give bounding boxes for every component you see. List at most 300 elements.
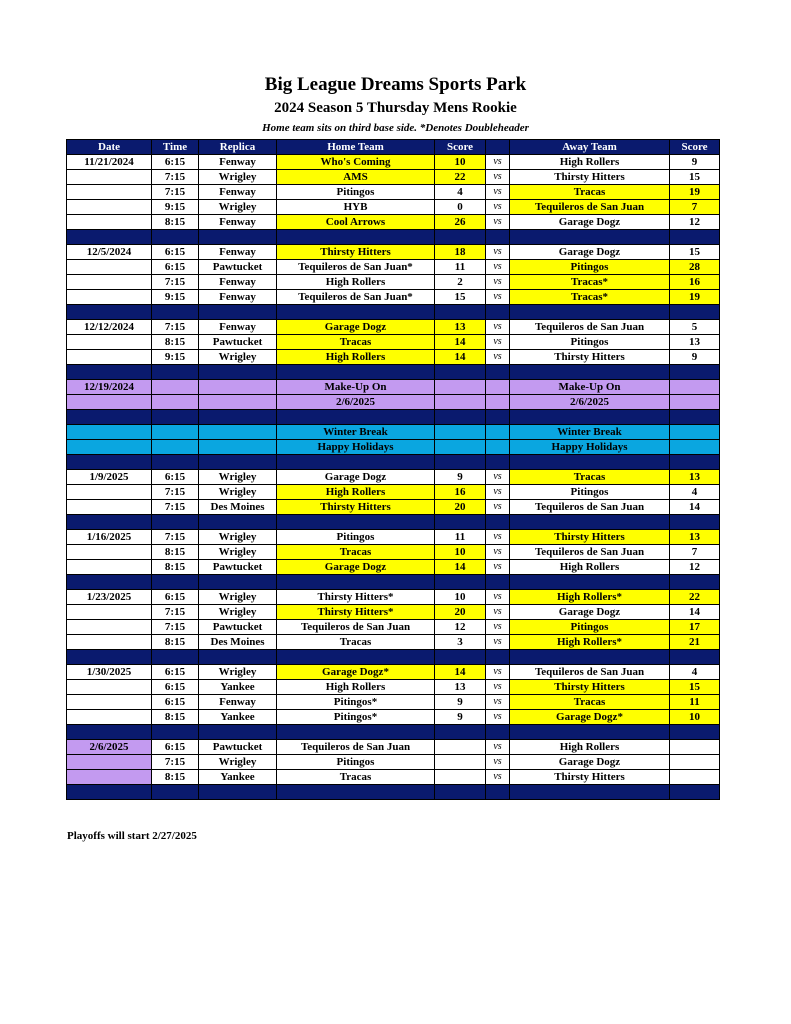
separator-cell — [199, 410, 277, 425]
home-score: 20 — [435, 500, 486, 515]
separator-cell — [670, 575, 720, 590]
home-team: Garage Dogz — [277, 320, 435, 335]
separator-cell — [152, 305, 199, 320]
makeup-blank — [199, 395, 277, 410]
away-score: 7 — [670, 545, 720, 560]
separator-cell — [670, 365, 720, 380]
home-score: 11 — [435, 260, 486, 275]
away-score: 17 — [670, 620, 720, 635]
col-home-team: Home Team — [277, 140, 435, 155]
game-date: 1/9/2025 — [67, 470, 152, 485]
break-away-text: Winter Break — [510, 425, 670, 440]
game-date — [67, 335, 152, 350]
break-blank — [199, 425, 277, 440]
separator-cell — [670, 650, 720, 665]
vs-label: vs — [486, 350, 510, 365]
separator-cell — [510, 365, 670, 380]
vs-label: vs — [486, 170, 510, 185]
separator-cell — [199, 575, 277, 590]
game-time: 7:15 — [152, 620, 199, 635]
game-replica: Wrigley — [199, 350, 277, 365]
home-team: High Rollers — [277, 275, 435, 290]
game-date — [67, 260, 152, 275]
home-score: 10 — [435, 545, 486, 560]
separator-cell — [510, 305, 670, 320]
game-row — [67, 170, 720, 185]
separator-cell — [510, 515, 670, 530]
game-time: 7:15 — [152, 275, 199, 290]
away-team: Tracas — [510, 185, 670, 200]
away-team: Garage Dogz — [510, 755, 670, 770]
home-score: 9 — [435, 695, 486, 710]
game-replica: Wrigley — [199, 200, 277, 215]
vs-label: vs — [486, 620, 510, 635]
away-team: Garage Dogz — [510, 215, 670, 230]
home-team: Tequileros de San Juan* — [277, 290, 435, 305]
separator-cell — [670, 515, 720, 530]
home-team: High Rollers — [277, 680, 435, 695]
vs-label: vs — [486, 605, 510, 620]
vs-label: vs — [486, 155, 510, 170]
home-score: 14 — [435, 335, 486, 350]
makeup-blank — [670, 380, 720, 395]
game-row — [67, 545, 720, 560]
game-time: 8:15 — [152, 335, 199, 350]
separator-cell — [152, 230, 199, 245]
away-score: 9 — [670, 155, 720, 170]
separator-row — [67, 725, 720, 740]
home-team: Pitingos — [277, 185, 435, 200]
away-team: Thirsty Hitters — [510, 680, 670, 695]
separator-cell — [670, 725, 720, 740]
separator-cell — [67, 785, 152, 800]
game-row — [67, 275, 720, 290]
away-score: 13 — [670, 335, 720, 350]
away-score: 15 — [670, 680, 720, 695]
game-time: 8:15 — [152, 635, 199, 650]
home-team: Tequileros de San Juan* — [277, 260, 435, 275]
makeup-row — [67, 395, 720, 410]
game-row — [67, 260, 720, 275]
separator-cell — [486, 230, 510, 245]
vs-label: vs — [486, 545, 510, 560]
away-score: 14 — [670, 605, 720, 620]
separator-cell — [486, 410, 510, 425]
vs-label: vs — [486, 275, 510, 290]
game-time: 6:15 — [152, 260, 199, 275]
game-row — [67, 605, 720, 620]
home-team: Tracas — [277, 635, 435, 650]
schedule-body — [67, 155, 720, 800]
separator-cell — [277, 455, 435, 470]
away-team: Pitingos — [510, 335, 670, 350]
away-score: 16 — [670, 275, 720, 290]
separator-cell — [67, 410, 152, 425]
game-time: 9:15 — [152, 200, 199, 215]
page-subtitle: 2024 Season 5 Thursday Mens Rookie — [274, 100, 517, 116]
game-row — [67, 530, 720, 545]
home-score — [435, 770, 486, 785]
break-home-text: Happy Holidays — [277, 440, 435, 455]
home-score: 0 — [435, 200, 486, 215]
game-time: 8:15 — [152, 545, 199, 560]
separator-cell — [486, 650, 510, 665]
game-replica: Yankee — [199, 710, 277, 725]
game-replica: Fenway — [199, 695, 277, 710]
away-team: Garage Dogz — [510, 605, 670, 620]
game-row — [67, 740, 720, 755]
break-blank — [152, 425, 199, 440]
separator-cell — [486, 515, 510, 530]
game-row — [67, 320, 720, 335]
away-score: 22 — [670, 590, 720, 605]
separator-cell — [486, 365, 510, 380]
home-score: 16 — [435, 485, 486, 500]
home-team: Thirsty Hitters* — [277, 590, 435, 605]
separator-cell — [199, 515, 277, 530]
game-row — [67, 695, 720, 710]
game-replica: Pawtucket — [199, 560, 277, 575]
col-away-score: Score — [670, 140, 720, 155]
separator-cell — [152, 725, 199, 740]
game-replica: Des Moines — [199, 635, 277, 650]
game-time: 6:15 — [152, 680, 199, 695]
game-row — [67, 500, 720, 515]
separator-cell — [199, 305, 277, 320]
header-row — [67, 140, 720, 155]
home-team: Tequileros de San Juan — [277, 740, 435, 755]
game-row — [67, 200, 720, 215]
home-score: 11 — [435, 530, 486, 545]
schedule-table — [66, 139, 720, 800]
game-date — [67, 710, 152, 725]
game-replica: Wrigley — [199, 170, 277, 185]
separator-cell — [152, 575, 199, 590]
game-row — [67, 335, 720, 350]
game-row — [67, 350, 720, 365]
game-date: 1/16/2025 — [67, 530, 152, 545]
away-score: 19 — [670, 290, 720, 305]
game-replica: Wrigley — [199, 545, 277, 560]
away-team: Thirsty Hitters — [510, 530, 670, 545]
game-row — [67, 755, 720, 770]
separator-row — [67, 575, 720, 590]
away-team: High Rollers* — [510, 590, 670, 605]
away-team: Tracas* — [510, 290, 670, 305]
game-date — [67, 290, 152, 305]
break-blank — [670, 425, 720, 440]
game-date — [67, 695, 152, 710]
vs-label: vs — [486, 260, 510, 275]
separator-cell — [67, 365, 152, 380]
separator-cell — [486, 575, 510, 590]
game-replica: Wrigley — [199, 605, 277, 620]
separator-cell — [67, 230, 152, 245]
away-score — [670, 770, 720, 785]
home-score: 14 — [435, 350, 486, 365]
game-replica: Wrigley — [199, 485, 277, 500]
game-replica: Pawtucket — [199, 620, 277, 635]
away-team: Tracas — [510, 695, 670, 710]
vs-label: vs — [486, 185, 510, 200]
separator-cell — [277, 365, 435, 380]
schedule-note: Home team sits on third base side. *Denotes Doubleheader — [262, 122, 529, 134]
game-date — [67, 215, 152, 230]
away-team: Tracas — [510, 470, 670, 485]
home-score: 3 — [435, 635, 486, 650]
makeup-date: 12/19/2024 — [67, 380, 152, 395]
makeup-home-text: Make-Up On — [277, 380, 435, 395]
game-time: 8:15 — [152, 770, 199, 785]
vs-label: vs — [486, 485, 510, 500]
makeup-blank — [152, 380, 199, 395]
game-time: 6:15 — [152, 740, 199, 755]
game-row — [67, 560, 720, 575]
game-row — [67, 245, 720, 260]
game-time: 6:15 — [152, 470, 199, 485]
vs-label: vs — [486, 290, 510, 305]
home-team: Thirsty Hitters — [277, 245, 435, 260]
break-blank — [670, 440, 720, 455]
vs-label: vs — [486, 590, 510, 605]
home-team: Tracas — [277, 335, 435, 350]
home-score: 9 — [435, 710, 486, 725]
home-score: 26 — [435, 215, 486, 230]
separator-cell — [435, 785, 486, 800]
game-replica: Wrigley — [199, 530, 277, 545]
game-row — [67, 470, 720, 485]
home-score — [435, 740, 486, 755]
game-time: 7:15 — [152, 605, 199, 620]
separator-cell — [277, 305, 435, 320]
away-score: 12 — [670, 560, 720, 575]
col-vs — [486, 140, 510, 155]
separator-cell — [277, 410, 435, 425]
vs-label: vs — [486, 335, 510, 350]
away-team: Thirsty Hitters — [510, 170, 670, 185]
home-score: 9 — [435, 470, 486, 485]
vs-label: vs — [486, 710, 510, 725]
break-away-text: Happy Holidays — [510, 440, 670, 455]
home-score: 2 — [435, 275, 486, 290]
away-team: Tequileros de San Juan — [510, 200, 670, 215]
game-replica: Pawtucket — [199, 740, 277, 755]
game-time: 7:15 — [152, 485, 199, 500]
game-time: 9:15 — [152, 290, 199, 305]
game-row — [67, 185, 720, 200]
separator-row — [67, 515, 720, 530]
game-replica: Pawtucket — [199, 335, 277, 350]
home-team: Tracas — [277, 545, 435, 560]
game-replica: Fenway — [199, 245, 277, 260]
game-time: 7:15 — [152, 170, 199, 185]
game-time: 8:15 — [152, 560, 199, 575]
separator-row — [67, 410, 720, 425]
away-team: Garage Dogz* — [510, 710, 670, 725]
separator-cell — [435, 305, 486, 320]
makeup-home-text: 2/6/2025 — [277, 395, 435, 410]
game-row — [67, 215, 720, 230]
separator-cell — [510, 455, 670, 470]
away-score: 14 — [670, 500, 720, 515]
game-date — [67, 635, 152, 650]
game-replica: Fenway — [199, 155, 277, 170]
game-time: 6:15 — [152, 590, 199, 605]
separator-cell — [670, 785, 720, 800]
game-date — [67, 680, 152, 695]
away-team: Tequileros de San Juan — [510, 665, 670, 680]
away-team: Tequileros de San Juan — [510, 500, 670, 515]
home-score: 10 — [435, 590, 486, 605]
game-row — [67, 485, 720, 500]
game-row — [67, 635, 720, 650]
game-date — [67, 560, 152, 575]
separator-cell — [435, 455, 486, 470]
page-title: Big League Dreams Sports Park — [264, 74, 527, 95]
break-home-text: Winter Break — [277, 425, 435, 440]
away-team: Thirsty Hitters — [510, 350, 670, 365]
game-time: 6:15 — [152, 695, 199, 710]
separator-cell — [435, 515, 486, 530]
away-score — [670, 755, 720, 770]
home-team: Garage Dogz — [277, 470, 435, 485]
separator-cell — [670, 410, 720, 425]
away-team: Thirsty Hitters — [510, 770, 670, 785]
game-date — [67, 200, 152, 215]
separator-cell — [277, 725, 435, 740]
home-team: High Rollers — [277, 350, 435, 365]
game-time: 7:15 — [152, 755, 199, 770]
game-date — [67, 485, 152, 500]
game-row — [67, 680, 720, 695]
away-score: 21 — [670, 635, 720, 650]
vs-label: vs — [486, 470, 510, 485]
game-date: 12/5/2024 — [67, 245, 152, 260]
game-date: 11/21/2024 — [67, 155, 152, 170]
separator-cell — [277, 650, 435, 665]
game-date: 12/12/2024 — [67, 320, 152, 335]
separator-cell — [486, 725, 510, 740]
game-replica: Fenway — [199, 215, 277, 230]
away-score: 10 — [670, 710, 720, 725]
away-team: Tequileros de San Juan — [510, 320, 670, 335]
game-date — [67, 620, 152, 635]
separator-cell — [67, 455, 152, 470]
separator-cell — [199, 785, 277, 800]
break-blank — [486, 425, 510, 440]
home-score: 13 — [435, 680, 486, 695]
away-team: Pitingos — [510, 620, 670, 635]
game-date — [67, 275, 152, 290]
vs-label: vs — [486, 680, 510, 695]
away-score: 15 — [670, 170, 720, 185]
game-time: 6:15 — [152, 665, 199, 680]
separator-cell — [277, 515, 435, 530]
separator-cell — [486, 785, 510, 800]
vs-label: vs — [486, 770, 510, 785]
home-team: Thirsty Hitters — [277, 500, 435, 515]
away-score: 13 — [670, 470, 720, 485]
away-team: Pitingos — [510, 485, 670, 500]
col-time: Time — [152, 140, 199, 155]
home-team: Tracas — [277, 770, 435, 785]
break-blank — [435, 440, 486, 455]
separator-cell — [670, 455, 720, 470]
separator-row — [67, 230, 720, 245]
makeup-blank — [152, 395, 199, 410]
game-replica: Fenway — [199, 290, 277, 305]
home-score: 15 — [435, 290, 486, 305]
separator-cell — [199, 455, 277, 470]
home-score: 14 — [435, 560, 486, 575]
break-blank — [67, 425, 152, 440]
col-date: Date — [67, 140, 152, 155]
separator-cell — [67, 305, 152, 320]
home-team: Cool Arrows — [277, 215, 435, 230]
away-score — [670, 740, 720, 755]
separator-cell — [510, 230, 670, 245]
separator-cell — [435, 230, 486, 245]
separator-cell — [277, 785, 435, 800]
away-team: Tracas* — [510, 275, 670, 290]
break-blank — [486, 440, 510, 455]
home-team: Pitingos — [277, 530, 435, 545]
separator-cell — [277, 575, 435, 590]
vs-label: vs — [486, 560, 510, 575]
home-team: Garage Dogz — [277, 560, 435, 575]
separator-cell — [67, 725, 152, 740]
separator-cell — [510, 650, 670, 665]
separator-cell — [67, 515, 152, 530]
away-score: 4 — [670, 485, 720, 500]
game-time: 7:15 — [152, 500, 199, 515]
game-time: 7:15 — [152, 320, 199, 335]
vs-label: vs — [486, 755, 510, 770]
vs-label: vs — [486, 665, 510, 680]
col-away-team: Away Team — [510, 140, 670, 155]
game-replica: Yankee — [199, 770, 277, 785]
separator-row — [67, 305, 720, 320]
separator-cell — [277, 230, 435, 245]
home-score: 20 — [435, 605, 486, 620]
separator-cell — [435, 650, 486, 665]
separator-cell — [67, 575, 152, 590]
game-time: 8:15 — [152, 215, 199, 230]
home-team: Pitingos — [277, 755, 435, 770]
game-time: 6:15 — [152, 155, 199, 170]
playoffs-note: Playoffs will start 2/27/2025 — [67, 830, 197, 842]
home-team: Pitingos* — [277, 710, 435, 725]
home-score: 12 — [435, 620, 486, 635]
home-score: 13 — [435, 320, 486, 335]
separator-cell — [199, 725, 277, 740]
home-score: 18 — [435, 245, 486, 260]
vs-label: vs — [486, 695, 510, 710]
home-team: High Rollers — [277, 485, 435, 500]
separator-row — [67, 785, 720, 800]
vs-label: vs — [486, 530, 510, 545]
home-score: 4 — [435, 185, 486, 200]
home-score: 14 — [435, 665, 486, 680]
separator-cell — [510, 785, 670, 800]
vs-label: vs — [486, 215, 510, 230]
game-date: 1/30/2025 — [67, 665, 152, 680]
vs-label: vs — [486, 635, 510, 650]
game-date — [67, 545, 152, 560]
game-row — [67, 590, 720, 605]
away-team: High Rollers — [510, 560, 670, 575]
game-row — [67, 770, 720, 785]
